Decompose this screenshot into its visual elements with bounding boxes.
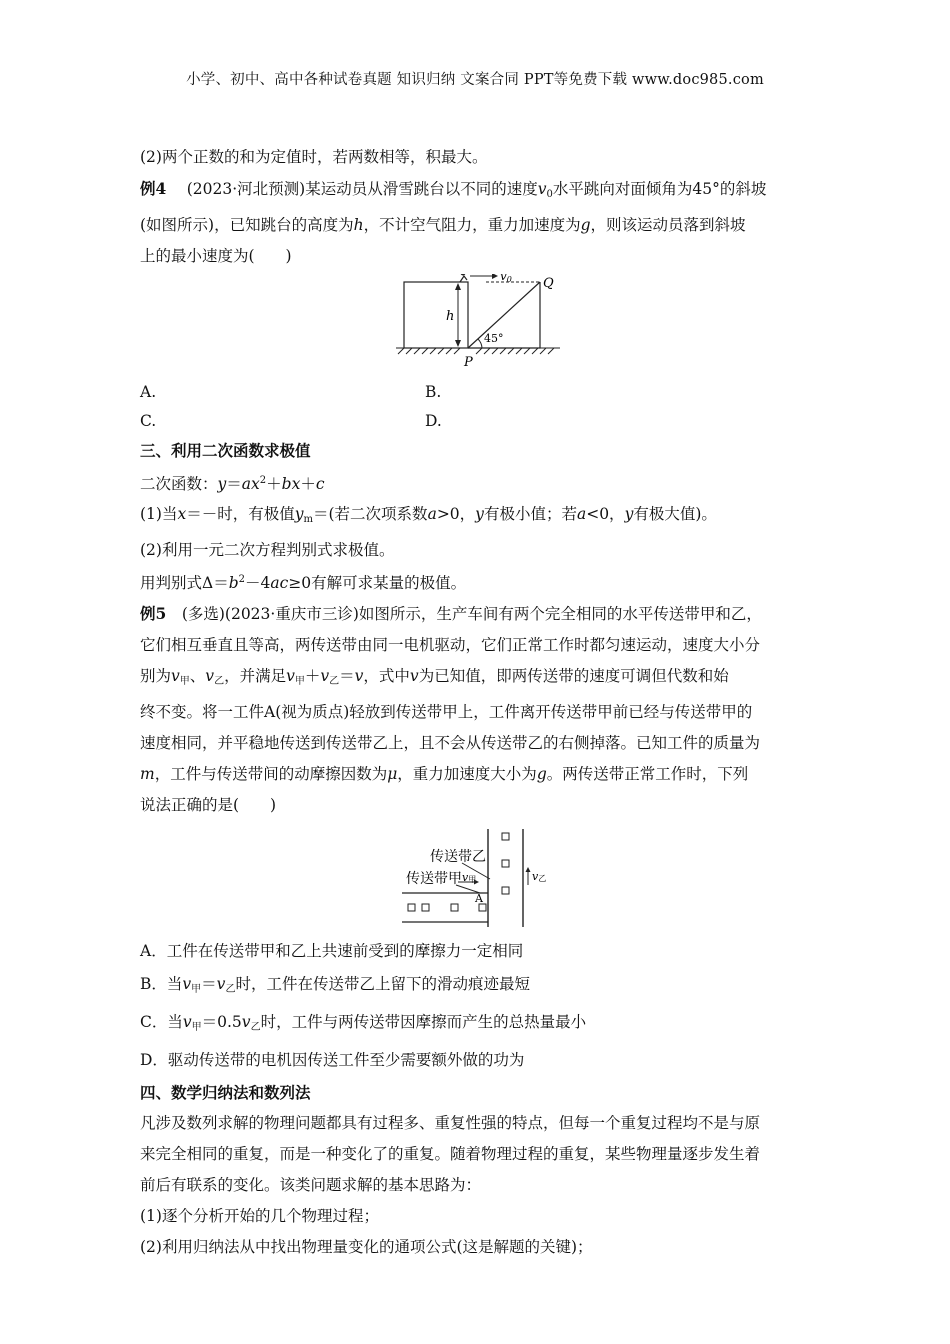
section-3-title: 三、利用二次函数求极值 (140, 441, 311, 460)
example-5-label: 例5 (140, 604, 167, 623)
h-label: h (446, 309, 455, 324)
text-line: (2)两个正数的和为定值时，若两数相等，积最大。 (140, 148, 488, 166)
choice-b[interactable]: B. (425, 383, 442, 401)
workpiece-a-icon (479, 904, 486, 911)
angle-arc (478, 339, 482, 348)
discriminant-formula: 用判别式$\Delta=b^2-4ac\ge 0$有解可求某量的极值。 (140, 574, 467, 592)
box-icon (502, 833, 509, 840)
ski-jump-figure (140, 274, 812, 374)
conveyor-figure (140, 827, 812, 931)
option-a[interactable]: A．工件在传送带甲和乙上共速前受到的摩擦力一定相同 (140, 942, 524, 960)
box-icon (422, 904, 429, 911)
step-2: (2)利用归纳法从中找出物理量变化的通项公式(这是解题的关键)； (140, 1238, 593, 1256)
skier-icon (461, 274, 466, 276)
belt-a-label: 传送带甲 (406, 871, 462, 887)
example-5-question: 例5 (多选)(2023·重庆市三诊)如图所示，生产车间有两个完全相同的水平传送带甲和乙， 它们相互垂直且等高，两传送带由同一电机驱动，它们正常工作时都匀速运动，速度大小分 别为$v_甲$、$v_乙$，并满足$v_甲+v_乙=v$，式中v为已知值，即两传送带的速度可调但代数和始 终不变。将一工件A(视为质点)轻放到传送带甲上，工件离开传送带甲前已经与传送带甲的 速度相同，并平稳地传送到传送带乙上，且不会从传送带乙的右侧掉落。已知工件的质量为 m，工件与传送带间的动摩擦因数为μ，重力加速度大小为g。两传送带正常工作时，下列 说法正确的是( ) (140, 604, 762, 814)
option-b[interactable]: B．当$v_甲=v_乙$时，工件在传送带乙上留下的滑动痕迹最短 (140, 975, 530, 995)
choice-a[interactable]: A. (140, 383, 157, 401)
option-d[interactable]: D．驱动传送带的电机因传送工件至少需要额外做的功为 (140, 1051, 525, 1069)
section-4-title: 四、数学归纳法和数列法 (140, 1083, 311, 1102)
box-icon (451, 904, 458, 911)
q-label: Q (543, 276, 554, 291)
box-icon (408, 904, 415, 911)
example-4-label: 例4 (140, 179, 167, 198)
conveyor-diagram (140, 827, 812, 931)
choice-c[interactable]: C. (140, 412, 157, 430)
discriminant-rule: (2)利用一元二次方程判别式求极值。 (140, 541, 395, 559)
option-c[interactable]: C．当$v_甲=0.5v_乙$时，工件与两传送带因摩擦而产生的总热量最小 (140, 1013, 587, 1033)
ground-hatch (396, 348, 560, 354)
v-yi-label: v乙 (532, 870, 547, 883)
choice-d[interactable]: D. (425, 412, 442, 430)
v0-label: v0 (500, 274, 512, 284)
belt-b-label: 传送带乙 (430, 849, 486, 865)
section-4-paragraph: 凡涉及数列求解的物理问题都具有过程多、重复性强的特点，但每一个重复过程均不是与原 来完全相同的重复，而是一种变化了的重复。随着物理过程的重复，某些物理量逐步发生着 前后有联系的变化。该类问题求解的基本思路为： (140, 1114, 761, 1194)
quadratic-function: 二次函数：$y=ax^2+bx+c$ (140, 475, 325, 493)
v-jia-label: v甲 (462, 871, 477, 884)
page-content (140, 142, 812, 1263)
page-header: 小学、初中、高中各种试卷真题 知识归纳 文案合同 PPT等免费下载 www.doc985.com (186, 72, 764, 88)
p-label: P (464, 355, 473, 370)
example-4-choices-row-2 (140, 407, 812, 436)
step-1: (1)逐个分析开始的几个物理过程； (140, 1207, 379, 1225)
example-4-question: 例4 (2023·河北预测)某运动员从滑雪跳台以不同的速度$v_0$水平跳向对面倾角为45°的斜坡 (如图所示)，已知跳台的高度为h，不计空气阻力，重力加速度为g，则该运动员落到斜坡 上的最小速度为( ) (140, 179, 767, 265)
box-icon (502, 887, 509, 894)
example-4-choices-row-1 (140, 378, 812, 407)
slope-line (468, 282, 540, 348)
ski-jump-diagram (140, 274, 812, 374)
angle-label: 45° (484, 332, 504, 345)
a-label: A (475, 892, 483, 905)
extreme-value-rule: (1)当x＝－时，有极值$y_m=$(若二次项系数a>0，y有极小值；若a<0，y有极大值)。 (140, 505, 717, 525)
box-icon (502, 860, 509, 867)
